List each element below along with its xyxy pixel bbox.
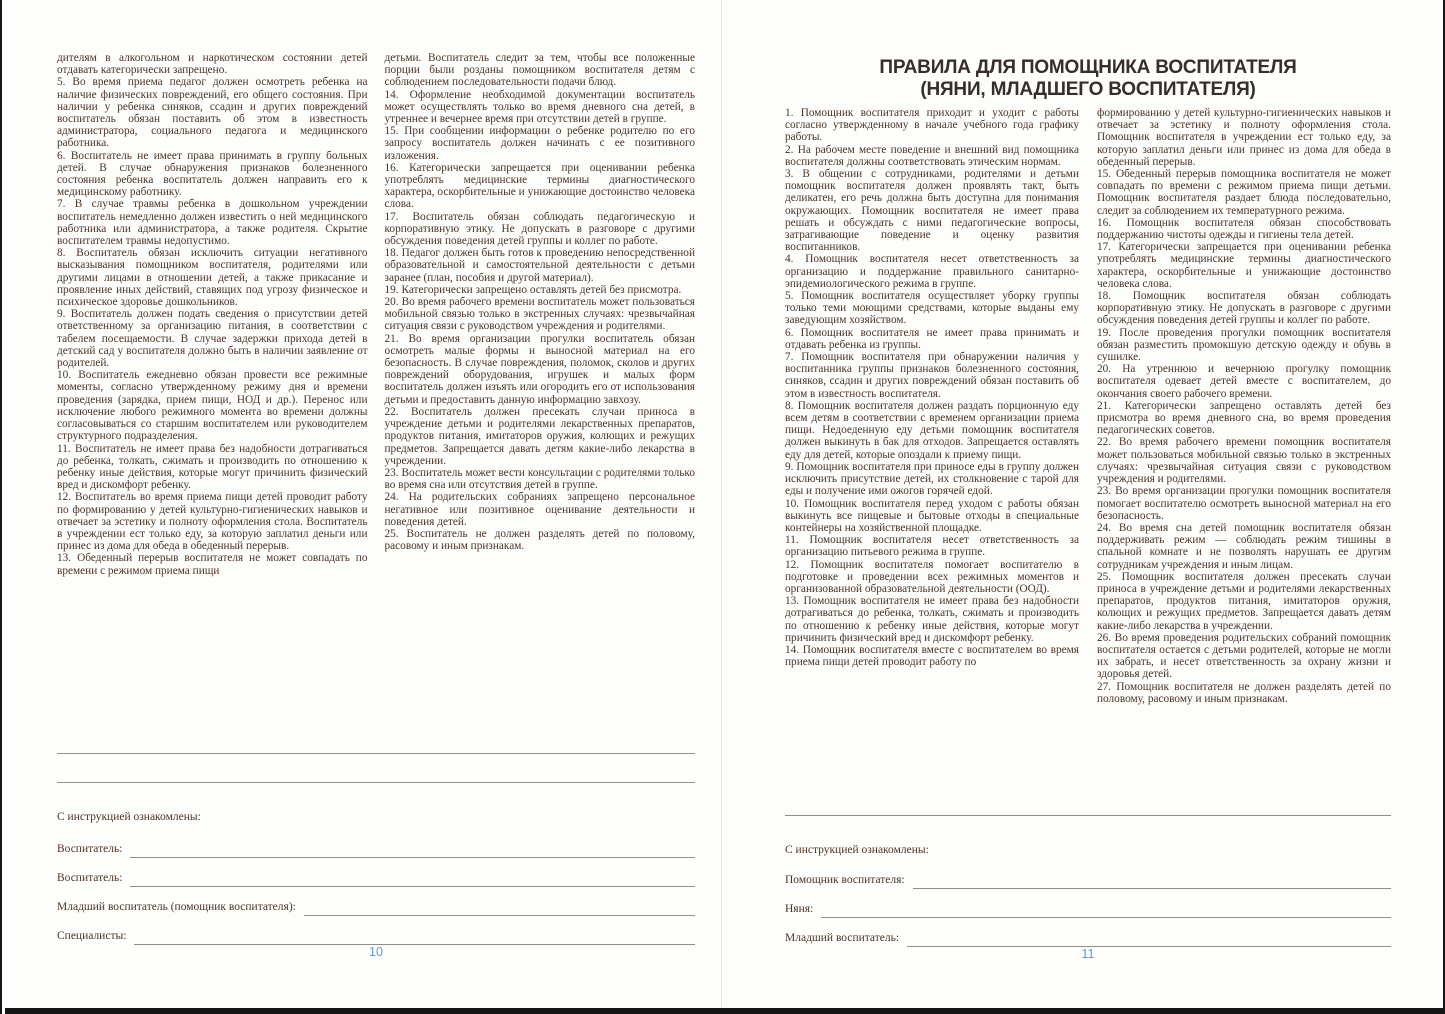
- rule-paragraph: 5. Помощник воспитателя осуществляет уборку группы только теми моющими средствами, которые выданы ему заведующим хозяйством.: [785, 290, 1079, 327]
- rule-paragraph: 19. После проведения прогулки помощник воспитателя обязан разместить промокшую детскую одежду и обувь в сушилке.: [1097, 326, 1391, 364]
- rule-paragraph: 8. Помощник воспитателя должен раздать порционную еду всем детям в соответствии с временем организации приема пищи. Недоеденную еду детьми помощник воспитателя должен выкинуть в бак для отходов. Запрещается оставлять еду для детей, которые опоздали к приему пищи.: [785, 399, 1079, 461]
- rule-paragraph: 22. Воспитатель должен пресекать случаи приноса в учреждение детьми и родителями лекарственных препаратов, продуктов питания, имитаторов оружия, колющих и режущих предметов. Запрещается давать детям какие-либо лекарства в учреждении.: [384, 405, 695, 467]
- signature-label: Помощник воспитателя:: [785, 874, 905, 886]
- blank-write-line: [785, 815, 1391, 816]
- rule-paragraph: 23. Во время организации прогулки помощник воспитателя помогает воспитателю осмотреть выносной материал на его безопасность.: [1097, 485, 1391, 522]
- rule-paragraph: 7. В случае травмы ребенка в дошкольном учреждении воспитатель немедленно должен известить о ней медицинского работника или администратора, а также родителя. Скрытие воспитателем травмы недопустимо.: [57, 198, 368, 248]
- page-title-line-1: ПРАВИЛА ДЛЯ ПОМОЩНИКА ВОСПИТАТЕЛЯ: [879, 57, 1297, 78]
- signature-write-line: [821, 903, 1391, 918]
- rule-paragraph: 25. Помощник воспитателя должен пресекать случаи приноса в учреждение детьми и родителями лекарственных препаратов, продуктов питания, имитаторов оружия, колющих и режущих предметов. Запрещается давать детям какие-либо лекарства в учреждении.: [1097, 570, 1391, 632]
- signature-write-line: [130, 872, 695, 887]
- rule-paragraph: 19. Категорически запрещено оставлять детей без присмотра.: [384, 283, 682, 296]
- page-11: [785, 57, 1391, 1014]
- page-title: [785, 57, 1391, 100]
- rule-paragraph: 12. Помощник воспитателя помогает воспитателю в подготовке и проведении всех режимных моментов и организованной образовательной деятельности (ООД).: [785, 558, 1079, 595]
- rule-paragraph: 18. Педагог должен быть готов к проведению непосредственной образовательной и самостоятельной деятельности с детьми заранее (план, пособия и другой материал).: [384, 247, 695, 284]
- rule-paragraph: 26. Во время проведения родительских собраний помощник воспитателя остается с детьми родителей, которые не могли их забрать, и несет ответственность за охрану жизни и здоровья детей.: [1097, 631, 1391, 681]
- rule-paragraph: формированию у детей культурно-гигиенических навыков и отвечает за эстетику и полноту оформления стола. Помощник воспитателя в учреждении ест только еду, за которую заплатил деньги или принес из дома для обеда в обеденный перерыв.: [1097, 107, 1391, 168]
- rule-paragraph: 14. Помощник воспитателя вместе с воспитателем во время приема пищи детей проводит работу по: [785, 643, 1079, 669]
- signature-write-line: [134, 930, 695, 945]
- rule-paragraph: 5. Во время приема педагог должен осмотреть ребенка на наличие физических повреждений, его общего состояния. При наличии у ребенка синяков, ссадин и других повреждений воспитатель обязан поставить об этом в известность администратора, социального педагога и медицинского работника.: [57, 76, 368, 150]
- rules-column-2: [385, 52, 696, 577]
- rule-paragraph: 11. Воспитатель не имеет права без надобности дотрагиваться до ребенка, толкать, сжимать и производить по отношению к ребенку иные действия, которые могут причинить физический вред и дискомфорт ребенку.: [57, 442, 368, 492]
- signature-row: [785, 903, 1391, 932]
- signature-block: [785, 815, 1391, 961]
- scan-edge-bottom: [5, 1008, 1445, 1014]
- rule-paragraph: 22. Во время рабочего времени помощник воспитателя может пользоваться мобильной связью только в экстренных случаях: чрезвычайная ситуация связи с руководством учреждения и родителями.: [1097, 436, 1391, 486]
- rule-paragraph: 6. Помощник воспитателя не имеет права принимать и отдавать ребенка из группы.: [785, 326, 1079, 351]
- signature-row: [57, 872, 695, 901]
- rule-paragraph: 3. В общении с сотрудниками, родителями и детьми помощник воспитателя должен проявлять такт, быть деликатен, его речь должна быть доступна для понимания окружающих. Помощник воспитателя не имеет права решать и обсуждать с ними педагогические вопросы, затрагивающие поведение и оценку развития воспитанников.: [785, 168, 1079, 254]
- rules-column-1: [57, 52, 368, 577]
- rule-paragraph: 23. Воспитатель может вести консультации с родителями только во время сна или отсутствия детей в группе.: [384, 466, 695, 492]
- signature-write-line: [907, 932, 1391, 947]
- rule-paragraph: 12. Воспитатель во время приема пищи детей проводит работу по формированию у детей культурно-гигиенических навыков и отвечает за эстетику и полноту оформления стола. Воспитатель в учреждении ест только еду, за которую заплатил деньги или принес из дома для обеда в обеденный перерыв.: [57, 491, 368, 553]
- rule-paragraph: 8. Воспитатель обязан исключить ситуации негативного высказывания помощником воспитателя, родителями или другими лицами в отношении детей, а также прикасание и проявление иных действий, ставящих под угрозу физическое и психическое здоровье дошкольников.: [57, 247, 368, 309]
- signature-write-line: [304, 901, 695, 916]
- rule-paragraph: 16. Категорически запрещается при оценивании ребенка употреблять медицинские термины диагностического характера, оскорбительные и унижающие достоинство человека слова.: [384, 161, 695, 211]
- rule-paragraph: 24. На родительских собраниях запрещено персональное негативное или позитивное оценивание деятельности и поведения детей.: [384, 491, 695, 528]
- signature-row: [57, 843, 695, 872]
- rule-paragraph: 9. Помощник воспитателя при приносе еды в группу должен исключить присутствие детей, их столкновение с тарой для еды и получение ими ожогов горячей едой.: [785, 460, 1079, 498]
- rule-paragraph: дителям в алкогольном и наркотическом состоянии детей отдавать категорически запрещено.: [57, 52, 368, 77]
- rule-paragraph: 17. Категорически запрещается при оценивании ребенка употреблять медицинские термины диагностического характера, оскорбительные и унижающие достоинство человека слова.: [1097, 241, 1391, 290]
- rule-paragraph: 6. Воспитатель не имеет права принимать в группу больных детей. В случае обнаружения признаков болезненного состояния ребенка воспитатель должен направить его к медицинскому работнику.: [57, 149, 368, 199]
- signature-label: Няня:: [785, 903, 814, 915]
- rule-paragraph: 10. Воспитатель ежедневно обязан провести все режимные моменты, согласно утвержденному режиму дня и времени проведения (зарядка, прием пищи, НОД и др.). Перенос или исключение любого режимного момента во времени должны согласовываться со старшим воспитателем или руководителем структурного подразделения.: [57, 369, 368, 443]
- page-number: 10: [369, 945, 383, 959]
- rule-paragraph: 20. На утреннюю и вечернюю прогулку помощник воспитателя одевает детей вместе с воспитателем, до окончания своего рабочего времени.: [1097, 363, 1391, 400]
- signature-write-line: [130, 843, 695, 858]
- signature-write-line: [913, 874, 1391, 889]
- rule-paragraph: 27. Помощник воспитателя не должен разделять детей по половому, расовому и иным признакам.: [1097, 680, 1391, 705]
- rule-paragraph: 13. Обеденный перерыв воспитателя не может совпадать по времени с режимом приема пищи: [57, 552, 368, 577]
- page-10-columns: [57, 52, 695, 577]
- rule-paragraph: 1. Помощник воспитателя приходит и уходит с работы согласно утвержденному в начале учебного года графику работы.: [785, 107, 1079, 144]
- blank-write-lines: [785, 815, 1391, 816]
- rule-paragraph: 13. Помощник воспитателя не имеет права без надобности дотрагиваться до ребенка, толкать, сжимать и производить по отношению к ребенку иные действия, которые могут причинить физический вред и дискомфорт ребенку.: [785, 595, 1079, 644]
- rule-paragraph: 15. При сообщении информации о ребенке родителю по его запросу воспитатель должен начинать с ее позитивного изложения.: [384, 125, 695, 162]
- signature-label: Воспитатель:: [57, 872, 123, 884]
- page-11-columns: [785, 107, 1391, 705]
- rule-paragraph: 4. Помощник воспитателя несет ответственность за организацию и поддержание правильного санитарно-эпидемиологического режима в группе.: [785, 253, 1079, 290]
- rule-paragraph: 24. Во время сна детей помощник воспитателя обязан поддерживать режим — соблюдать режим тишины в спальной комнате и не позволять нарушать ее другим сотрудникам учреждения и иным лицам.: [1097, 521, 1391, 571]
- signature-rows: [57, 843, 695, 959]
- rule-paragraph: 2. На рабочем месте поведение и внешний вид помощника воспитателя должны соответствовать этическим нормам.: [785, 143, 1079, 168]
- page-number: 11: [1081, 947, 1095, 961]
- rule-paragraph: 9. Воспитатель должен подать сведения о присутствии детей ответственному за организацию питания, в соответствии с табелем посещаемости. В случае задержки прихода детей в детский сад у воспитателя должно быть в наличии заявление от родителей.: [57, 308, 368, 370]
- blank-write-line: [57, 782, 695, 783]
- rules-column-2: [1097, 107, 1391, 705]
- blank-write-line: [57, 753, 695, 754]
- signature-label: Воспитатель:: [57, 843, 123, 855]
- rule-paragraph: 21. Категорически запрещено оставлять детей без присмотра во время дневного сна, во время проведения педагогических советов.: [1097, 399, 1391, 437]
- rule-paragraph: 18. Помощник воспитателя обязан соблюдать корпоративную этику. Не допускать в разговоре с другими обсуждения поведения детей группы и коллег по работе.: [1097, 290, 1391, 327]
- rule-paragraph: 7. Помощник воспитателя при обнаружении наличия у воспитанника группы признаков болезненного состояния, синяков, ссадин и других повреждений обязан поставить об этом в известность воспитателя.: [785, 351, 1079, 400]
- signature-heading: С инструкцией ознакомлены:: [57, 811, 201, 823]
- rule-paragraph: детьми. Воспитатель следит за тем, чтобы все положенные порции были розданы помощником воспитателя детям с соблюдением последовательности подачи блюд.: [384, 52, 695, 89]
- rule-paragraph: 20. Во время рабочего времени воспитатель может пользоваться мобильной связью только в экстренных случаях: чрезвычайная ситуация связи с руководством учреждения и родителями.: [384, 296, 695, 333]
- signature-row: [785, 874, 1391, 903]
- signature-block: [57, 753, 695, 959]
- rule-paragraph: 16. Помощник воспитателя обязан способствовать поддержанию чистоты одежды и гигиены тела детей.: [1097, 216, 1391, 242]
- rule-paragraph: 17. Воспитатель обязан соблюдать педагогическую и корпоративную этику. Не допускать в разговоре с другими обсуждения поведения детей группы и коллег по работе.: [384, 210, 695, 248]
- signature-heading: С инструкцией ознакомлены:: [785, 844, 929, 856]
- page-gutter-divider: [721, 0, 722, 1008]
- signature-label: Специалисты:: [57, 930, 127, 942]
- blank-write-lines: [57, 753, 695, 783]
- rule-paragraph: 10. Помощник воспитателя перед уходом с работы обязан выкинуть все пищевые и бытовые отходы в специальные контейнеры на хозяйственной площадке.: [785, 497, 1079, 534]
- rule-paragraph: 25. Воспитатель не должен разделять детей по половому, расовому и иным признакам.: [384, 527, 695, 553]
- signature-label: Младший воспитатель (помощник воспитателя):: [57, 901, 296, 913]
- scan-edge-left: [0, 0, 2, 1014]
- rules-column-1: [785, 107, 1079, 705]
- signature-label: Младший воспитатель:: [785, 932, 900, 944]
- rule-paragraph: 11. Помощник воспитателя несет ответственность за организацию питьевого режима в группе.: [785, 534, 1079, 559]
- page-10: [57, 52, 695, 1014]
- page-title-line-2: (НЯНИ, МЛАДШЕГО ВОСПИТАТЕЛЯ): [920, 78, 1256, 100]
- rule-paragraph: 21. Во время организации прогулки воспитатель обязан осмотреть малые формы и выносной материал на его безопасность. В случае повреждения, поломок, сколов и других повреждений оборудования, игрушек и малых форм воспитатель должен изъять или огородить его от использования детьми и предоставить данную информацию завхозу.: [384, 332, 695, 406]
- signature-row: [57, 901, 695, 930]
- rule-paragraph: 14. Оформление необходимой документации воспитатель может осуществлять только во время дневного сна детей, в утреннее и вечернее время при отсутствии детей в группе.: [384, 88, 695, 126]
- rule-paragraph: 15. Обеденный перерыв помощника воспитателя не может совпадать по времени с режимом приема пищи детьми. Помощник воспитателя раздает блюда последовательно, следит за соблюдением их температурного режима.: [1097, 168, 1391, 217]
